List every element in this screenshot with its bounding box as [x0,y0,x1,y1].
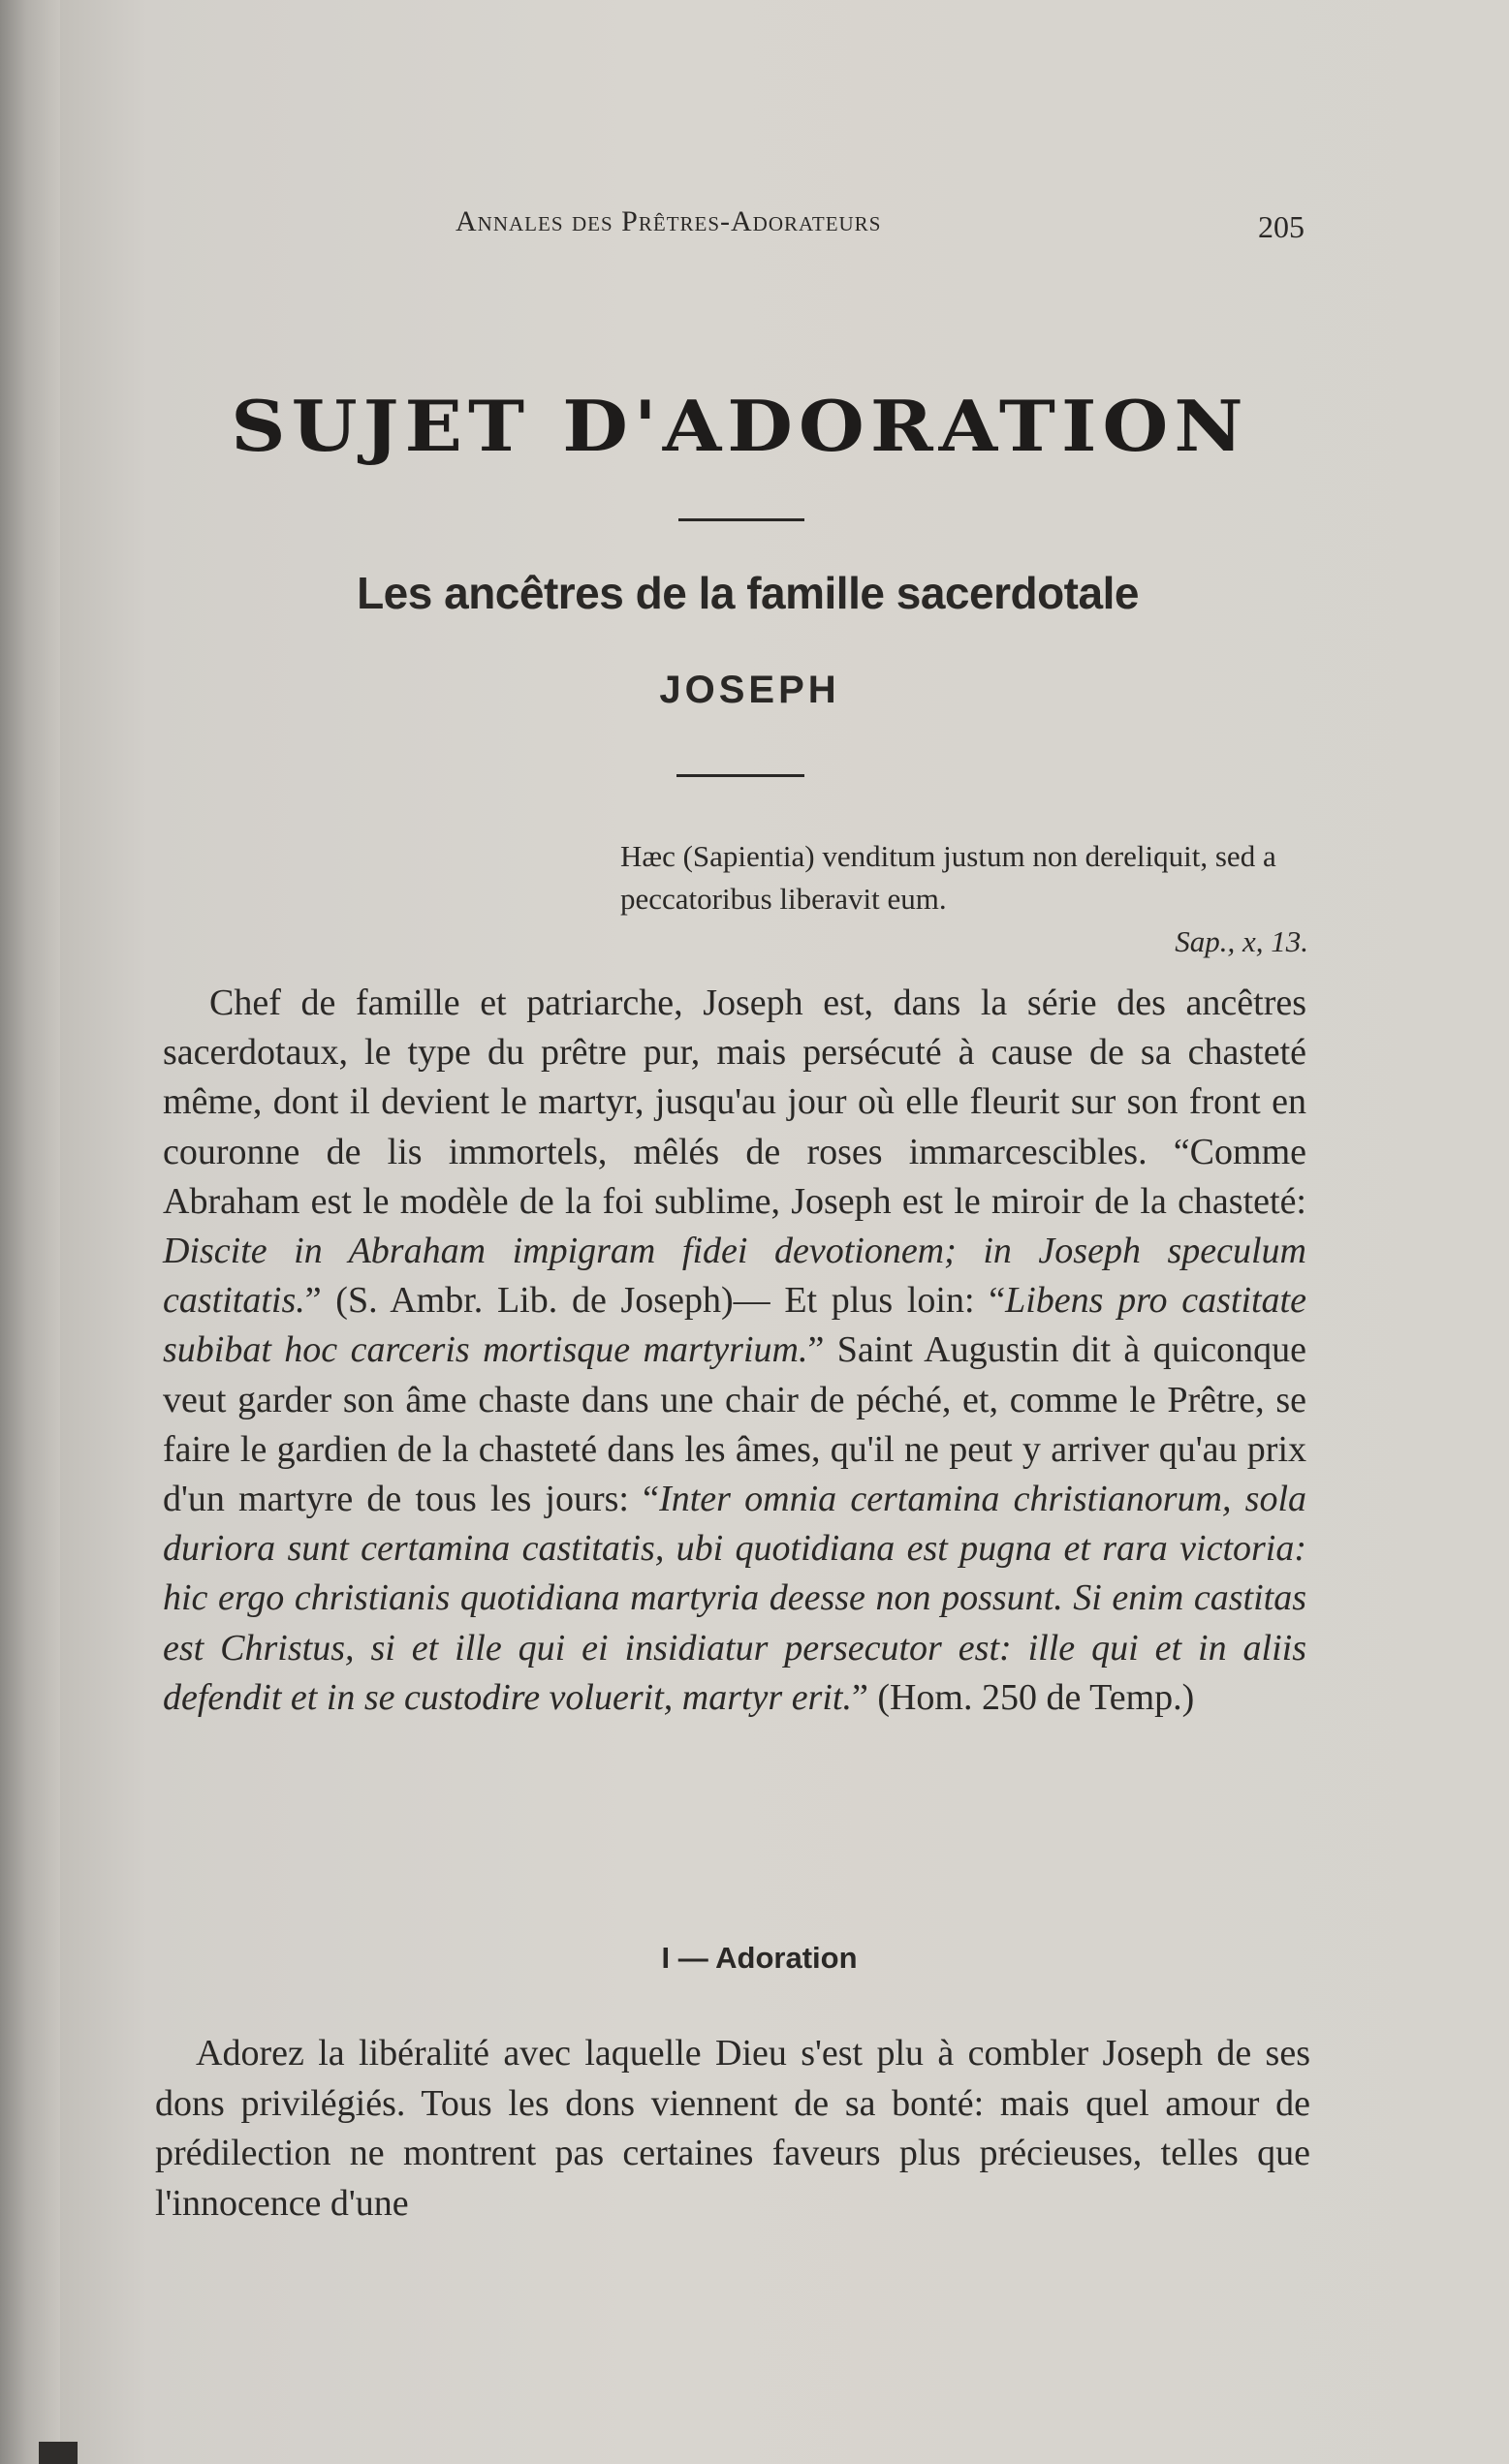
page-number: 205 [1258,209,1305,244]
body-text-2 [155,2029,1310,2229]
epigraph [620,835,1308,963]
paragraph-1 [163,979,1306,1723]
title-rule [678,518,804,521]
latin-quote-libens: Libens pro castitate subibat hoc carceris mortisque martyrium. [163,1280,1306,1371]
epigraph-text: Hæc (Sapientia) venditum justum non dereliquit, sed a peccatoribus liberavit eum. [620,839,1276,916]
article-subtitle: Les ancêtres de la famille sacerdotale [357,568,1139,618]
paragraph-1-text-d: ” (Hom. 250 de Temp.) [851,1676,1195,1718]
ink-blot [39,2442,78,2464]
section-heading: I — Adoration [661,1941,858,1975]
latin-quote-ambrose: Discite in Abraham impigram fidei devotionem; in Joseph speculum castitatis. [163,1231,1306,1322]
paragraph-1-text-b: ” (S. Ambr. Lib. de Joseph)— Et plus loin: “ [304,1280,1006,1322]
paragraph-1-text-a: Chef de famille et patriarche, Joseph est, dans la série des ancêtres sacerdotaux, le type du prêtre pur, mais persécuté à cause de sa chasteté même, dont il devient le martyr, jusqu'au jour où elle fleurit sur son front en couronne de lis immortels, mêlés de roses immarcescibles. “Comme Abraham est le modèle de la foi sublime, Joseph est le miroir de la chasteté: [163,982,1306,1222]
epigraph-reference: Sap., x, 13. [1175,924,1308,958]
article-name: JOSEPH [659,669,840,711]
latin-quote-augustine: Inter omnia certamina christianorum, sola duriora sunt certamina castitatis, ubi quotidiana est pugna et rara victoria: hic ergo christianis quotidiana martyria deesse non possunt. Si enim castitas est Christus, si et ille qui ei insidiatur persecutor est: ille qui et in aliis defendit et in se custodire voluerit, martyr erit. [163,1479,1306,1718]
paragraph-2: Adorez la libéralité avec laquelle Dieu s'est plu à combler Joseph de ses dons privilégiés. Tous les dons viennent de sa bonté: mais quel amour de prédilection ne montrent pas certaines faveurs plus précieuses, telles que l'innocence d'une [155,2033,1310,2224]
book-spine-shadow [0,0,60,2464]
running-head: Annales des Prêtres-Adorateurs [456,205,882,237]
body-text [163,979,1306,1723]
paragraph-1-text-c: ” Saint Augustin dit à quiconque veut garder son âme chaste dans une chair de péché, et, comme le Prêtre, se faire le gardien de la chasteté dans les âmes, qu'il ne peut y arriver qu'au prix d'un martyre de tous les jours: “ [163,1329,1306,1520]
name-rule [676,774,804,777]
section-title: SUJET D'ADORATION [231,386,1249,468]
